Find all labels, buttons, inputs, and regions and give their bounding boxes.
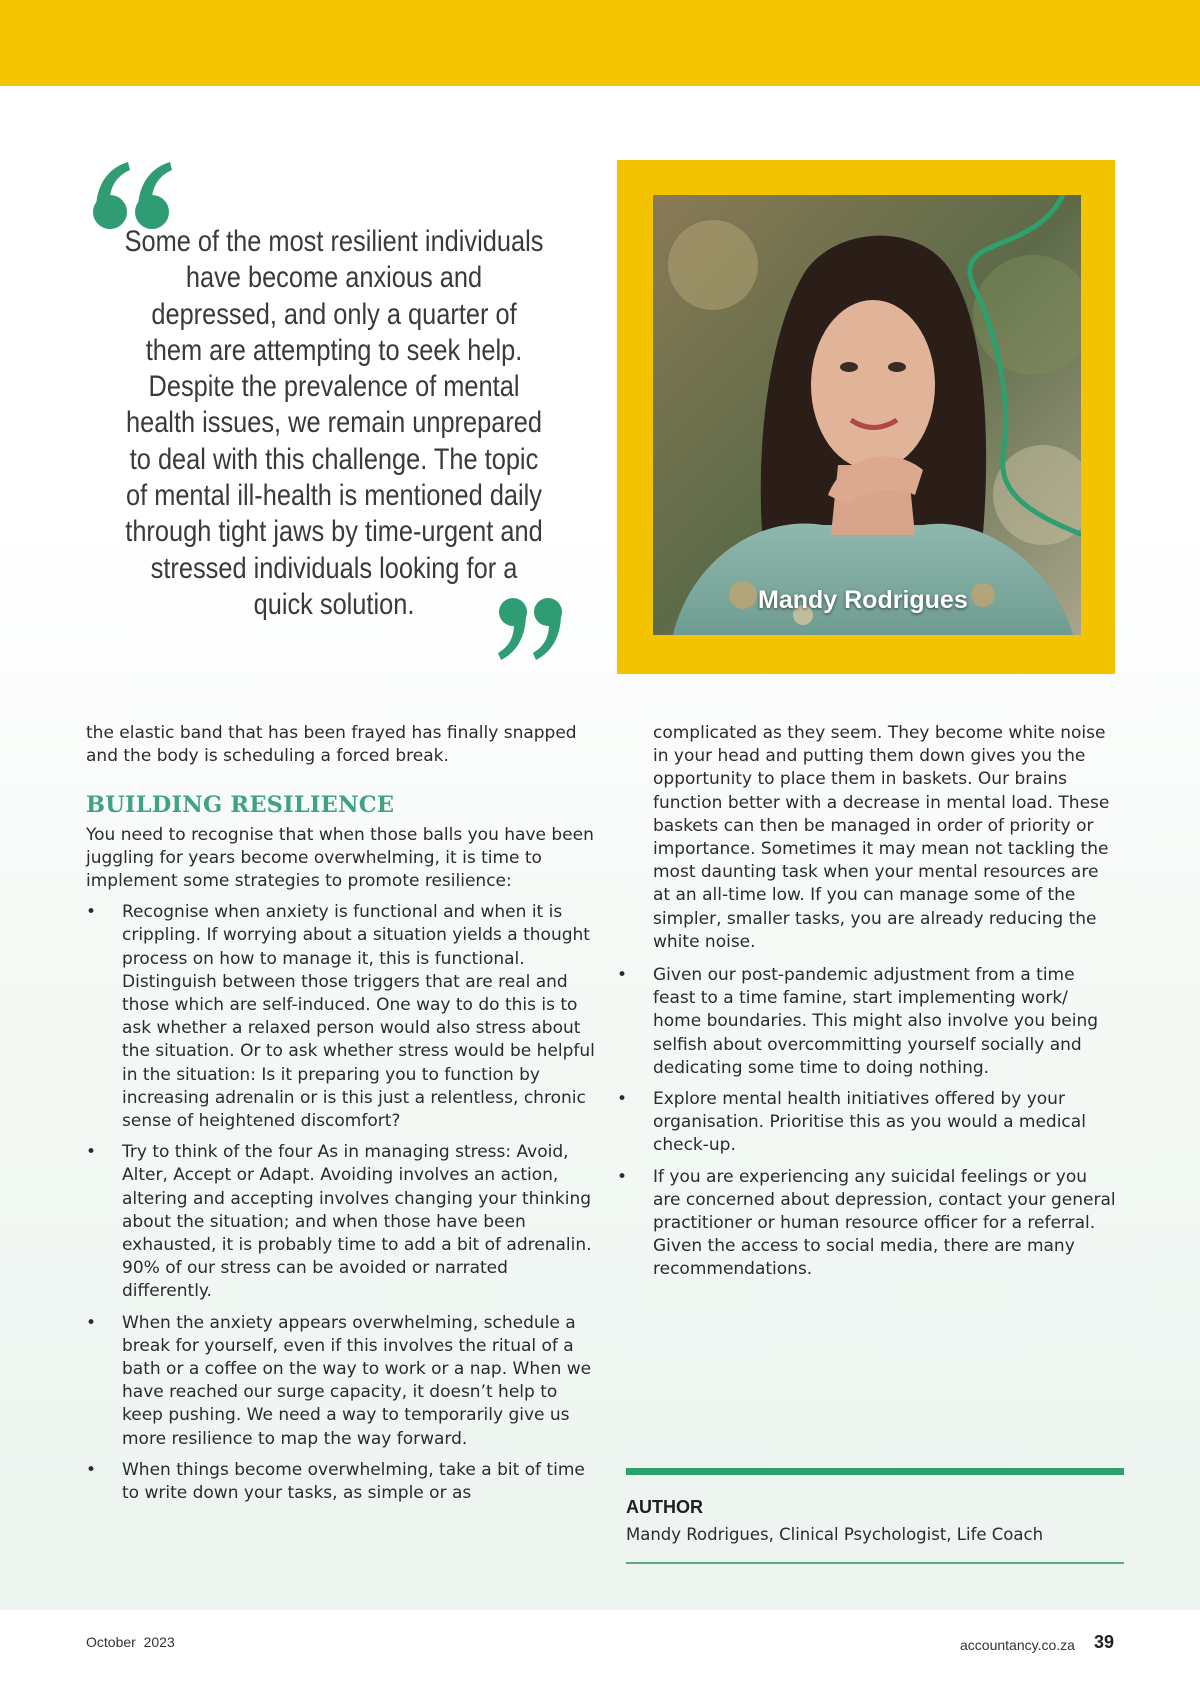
- list-item: • When the anxiety appears overwhelming, schedule a break for yourself, even if this involves the ritual of a bath or a coffee on the way to work or a nap. When we have reached our surge capacity, it doesn’t help to keep pushing. We need a way to temporarily give us more resilience to map the way forward.: [86, 1312, 592, 1449]
- pull-quote: Some of the most resilient individuals have become anxious and depressed, and only a quarter of them are attempting to seek help. Despite the prevalence of mental health issues, we remain unprepared to deal with this challenge. The topic of mental ill-health is mentioned daily through tight jaws by time-urgent and stressed individuals looking for a quick solution.: [124, 225, 544, 621]
- right-bullet-list: [617, 964, 1117, 1282]
- bullet-icon: •: [86, 1459, 97, 1480]
- author-credit: Mandy Rodrigues, Clinical Psychologist, Life Coach: [626, 1525, 1044, 1544]
- list-item: • Try to think of the four As in managing stress: Avoid, Alter, Accept or Adapt. Avoiding involves an action, altering and accepting involves changing your thinking about the situation; and when those have been exhausted, it is probably time to add a bit of adrenalin. 90% of our stress can be avoided or narrated differently.: [86, 1142, 592, 1302]
- website-link[interactable]: accountancy.co.za: [960, 1637, 1075, 1653]
- photo-caption: Mandy Rodrigues: [758, 586, 968, 614]
- list-item: • Recognise when anxiety is functional and when it is crippling. If worrying about a situation yields a thought process on how to manage it, this is functional. Distinguish between those triggers that are real and those which are self-induced. One way to do this is to ask whether a relaxed person would also stress about the situation. Or to ask whether stress would be helpful in the situation: Is it preparing you to function by increasing adrenalin or is this just a relentless, chronic sense of heightened discomfort?: [86, 902, 595, 1132]
- continuation-paragraph: complicated as they seem. They become white noise in your head and putting them down gives you the opportunity to place them in baskets. Our brains function better with a decrease in mental load. These baskets can then be managed in order of priority or importance. Sometimes it may mean not tackling the most daunting task when your mental resources are at an all-time low. If you can manage some of the simpler, smaller tasks, you are already reducing the white noise.: [653, 723, 1110, 952]
- bullet-icon: •: [86, 1312, 97, 1333]
- bullet-icon: •: [86, 1142, 97, 1163]
- section-heading: BUILDING RESILIENCE: [86, 792, 395, 819]
- bullet-icon: •: [617, 965, 628, 986]
- close-quote-icon: [496, 594, 566, 666]
- bullet-icon: •: [617, 1089, 628, 1110]
- author-bottom-rule: [626, 1562, 1124, 1564]
- author-divider: [626, 1468, 1124, 1475]
- right-column: [617, 722, 1117, 1290]
- left-bullet-list: [86, 901, 596, 1505]
- footer-band: [0, 1610, 1200, 1696]
- list-item: • Given our post-pandemic adjustment from a time feast to a time famine, start implementing work/ home boundaries. This might also involve you being selfish about overcommitting yourself socially and dedicating some time to doing nothing.: [617, 965, 1099, 1078]
- author-label: AUTHOR: [626, 1497, 703, 1517]
- list-item: • Explore mental health initiatives offered by your organisation. Prioritise this as you would a medical check-up.: [617, 1089, 1086, 1156]
- lead-paragraph: You need to recognise that when those balls you have been juggling for years become overwhelming, it is time to implement some strategies to promote resilience:: [86, 824, 594, 892]
- intro-paragraph: the elastic band that has been frayed has finally snapped and the body is scheduling a forced break.: [86, 723, 577, 767]
- list-item: • When things become overwhelming, take a bit of time to write down your tasks, as simple or as: [86, 1459, 585, 1504]
- top-color-bar: [0, 0, 1200, 86]
- bullet-icon: •: [617, 1166, 628, 1187]
- issue-date: October 2023: [86, 1634, 175, 1650]
- left-column: [86, 722, 596, 1513]
- list-item: • If you are experiencing any suicidal feelings or you are concerned about depression, contact your general practitioner or human resource officer for a referral. Given the access to social media, there are many recommendations.: [617, 1166, 1116, 1280]
- bullet-icon: •: [86, 902, 97, 923]
- author-photo: [653, 195, 1081, 635]
- page-number: 39: [1094, 1632, 1115, 1652]
